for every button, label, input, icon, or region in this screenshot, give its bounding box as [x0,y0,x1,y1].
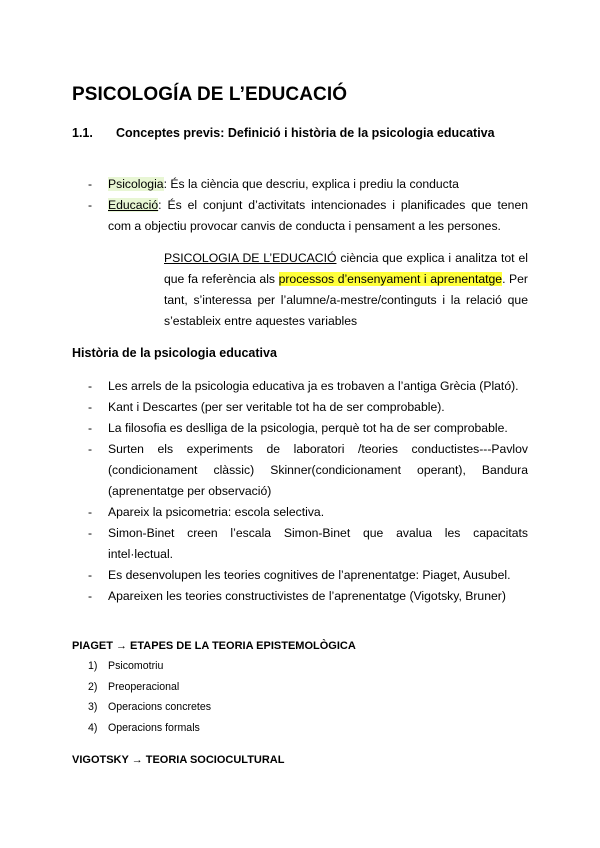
stage-number: 1) [88,660,98,672]
definition-item-psicologia [88,174,528,195]
section-heading [72,126,495,140]
page-title: PSICOLOGÍA DE L’EDUCACIÓ [72,84,348,105]
list-item: - Surten els experiments de laboratori /teories conductistes---Pavlov (condicionament clàssic) Skinner(condicionament operant), Bandura (aprenentatge per observació) [88,439,528,502]
stage-label: Operacions formals [108,721,200,734]
stage-number: 3) [88,701,98,713]
psicologia-educacio-definition [164,248,528,332]
piaget-stages-list [88,656,211,738]
stage-label: Preoperacional [108,680,180,693]
list-item: - Simon-Binet creen l’escala Simon-Binet que avalua les capacitats intel·lectual. [88,523,528,565]
vigotsky-heading: VIGOTSKY → TEORIA SOCIOCULTURAL [72,754,285,766]
stage-number: 2) [88,680,98,693]
definition-text-before: ciència que explica i analitza tot el que fa referència als [164,251,528,286]
stage-number: 4) [88,721,98,734]
stage-item [88,697,211,718]
stage-label: Psicomotriu [108,660,164,672]
stage-item [88,656,211,677]
list-item: - Apareixen les teories constructivistes de l’aprenentatge (Vigotsky, Bruner) [88,586,528,607]
history-list [88,376,528,607]
term-educacio: Educació [108,198,159,212]
term-psicologia: Psicologia [108,177,164,191]
piaget-heading: PIAGET → ETAPES DE LA TEORIA EPISTEMOLÒGICA [72,640,356,652]
definition-item-educacio [88,195,528,237]
definition-text: : És la ciència que descriu, explica i prediu la conducta [163,177,459,191]
definitions-list [88,174,528,237]
definition-text-after: . Per tant, s’interessa per l’alumne/a-mestre/continguts i la relació que s’estableix entre aquestes variables [164,272,528,328]
list-item: - Kant i Descartes (per ser veritable tot ha de ser comprobable). [88,397,528,418]
section-number: 1.1. [72,126,93,140]
list-item: - Es desenvolupen les teories cognitives de l’aprenentatge: Piaget, Ausubel. [88,565,528,586]
list-item: - La filosofia es deslliga de la psicologia, perquè tot ha de ser comprobable. [88,418,528,439]
list-item: - Apareix la psicometria: escola selectiva. [88,502,528,523]
history-heading: Història de la psicologia educativa [72,346,277,360]
stage-item [88,677,211,698]
stage-item [88,718,211,739]
definition-text: : És el conjunt d’activitats intencionades i planificades que tenen com a objectiu provocar canvis de conducta i pensament a les persones. [108,198,528,233]
definition-term: PSICOLOGIA DE L’EDUCACIÓ [164,251,337,265]
section-title: Conceptes previs: Definició i història de la psicologia educativa [116,126,495,140]
list-item: - Les arrels de la psicologia educativa ja es trobaven a l’antiga Grècia (Plató). [88,376,528,397]
stage-label: Operacions concretes [108,701,212,713]
highlighted-phrase: processos d’ensenyament i aprenentatge [278,272,503,286]
